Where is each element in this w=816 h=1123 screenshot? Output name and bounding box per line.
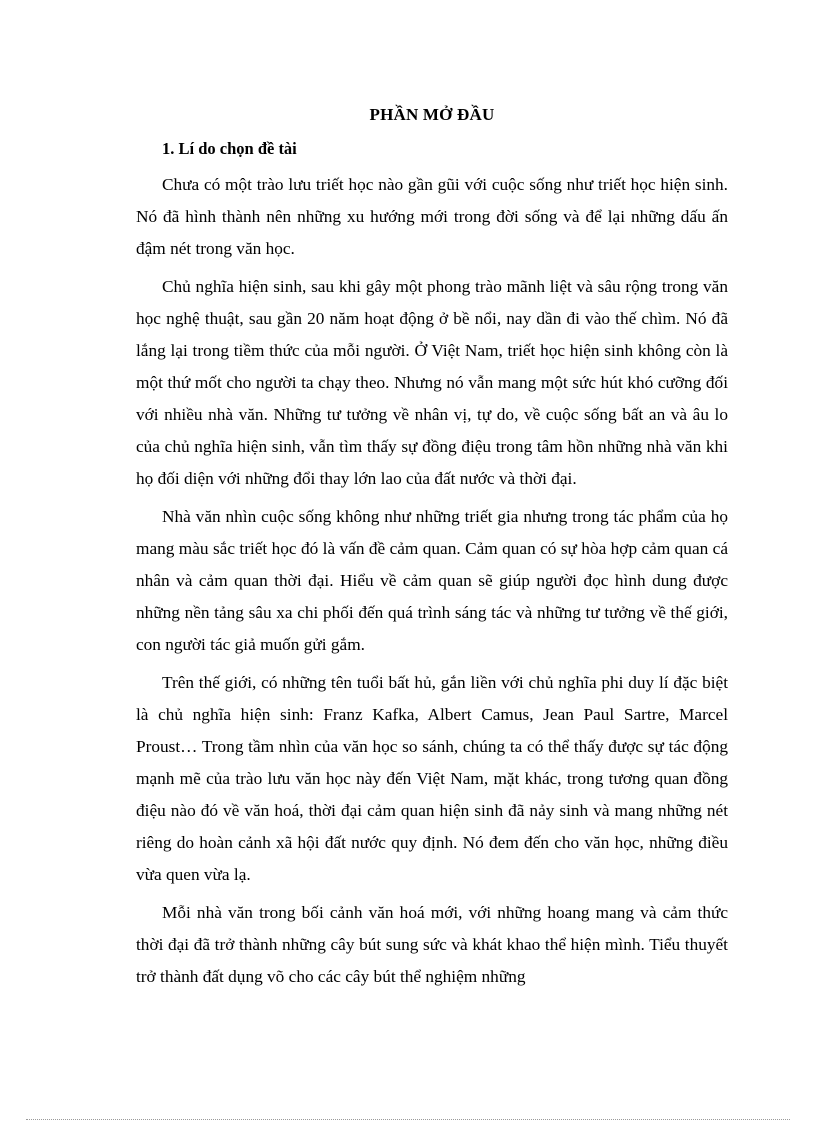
paragraph-2: Chủ nghĩa hiện sinh, sau khi gây một phong trào mãnh liệt và sâu rộng trong văn học nghệ thuật, sau gần 20 năm hoạt động ở bề nổi, nay dần đi vào thế chìm. Nó đã lắng lại trong tiềm thức của mỗi người. Ở Việt Nam, triết học hiện sinh không còn là một thứ mốt cho người ta chạy theo. Nhưng nó vẫn mang một sức hút khó cưỡng đối với nhiều nhà văn. Những tư tưởng về nhân vị, tự do, về cuộc sống bất an và âu lo của chủ nghĩa hiện sinh, vẫn tìm thấy sự đồng điệu trong tâm hồn những nhà văn khi họ đối diện với những đổi thay lớn lao của đất nước và thời đại. <box>136 277 728 488</box>
page-bottom-divider <box>26 1119 790 1120</box>
paragraph-4: Trên thế giới, có những tên tuổi bất hủ, gắn liền với chủ nghĩa phi duy lí đặc biệt là chủ nghĩa hiện sinh: Franz Kafka, Albert Camus, Jean Paul Sartre, Marcel Proust… Trong tầm nhìn của văn học so sánh, chúng ta có thể thấy được sự tác động mạnh mẽ của trào lưu văn học này đến Việt Nam, mặt khác, trong tương quan đồng điệu nào đó về văn hoá, thời đại cảm quan hiện sinh đã nảy sinh và mang những nét riêng do hoàn cảnh xã hội đất nước quy định. Nó đem đến cho văn học, những điều vừa quen vừa lạ. <box>136 673 728 884</box>
document-body <box>136 101 728 999</box>
paragraph-1: Chưa có một trào lưu triết học nào gần gũi với cuộc sống như triết học hiện sinh. Nó đã hình thành nên những xu hướng mới trong đời sống và để lại những dấu ấn đậm nét trong văn học. <box>136 175 728 258</box>
page-title: PHẦN MỞ ĐẦU <box>369 105 495 124</box>
paragraph-3: Nhà văn nhìn cuộc sống không như những triết gia nhưng trong tác phẩm của họ mang màu sắc triết học đó là vấn đề cảm quan. Cảm quan có sự hòa hợp cảm quan cá nhân và cảm quan thời đại. Hiểu về cảm quan sẽ giúp người đọc hình dung được những nền tảng sâu xa chi phối đến quá trình sáng tác và những tư tưởng về thế giới, con người tác giả muốn gửi gắm. <box>136 507 728 654</box>
section-heading: 1. Lí do chọn đề tài <box>162 139 297 158</box>
paragraph-5: Mỗi nhà văn trong bối cảnh văn hoá mới, với những hoang mang và cảm thức thời đại đã trở thành những cây bút sung sức và khát khao thể hiện mình. Tiểu thuyết trở thành đất dụng võ cho các cây bút thể nghiệm những <box>136 903 728 986</box>
